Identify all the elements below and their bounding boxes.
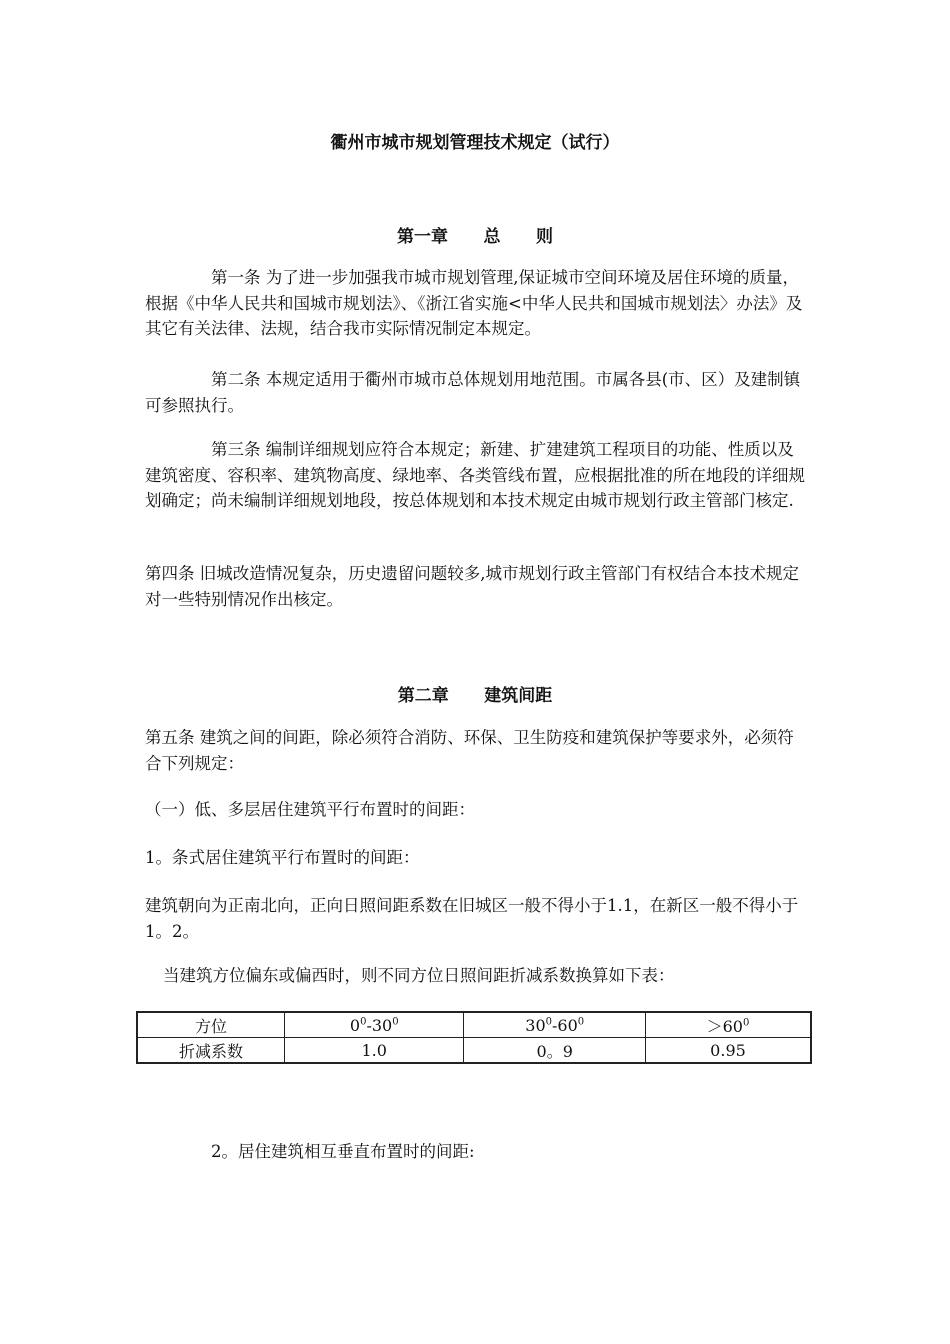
table-row [137, 1038, 811, 1064]
document-title: 衢州市城市规划管理技术规定（试行） [330, 133, 620, 153]
article-2: 第二条 本规定适用于衢州市城市总体规划用地范围。市属各县(市、区）及建制镇可参照执行。 [145, 370, 801, 415]
row-label-coefficient: 折减系数 [137, 1038, 284, 1064]
table-header-row [137, 1012, 811, 1038]
item-1-heading: 1。条式居住建筑平行布置时的间距： [145, 848, 420, 867]
section-1-heading: （一）低、多层居住建筑平行布置时的间距： [145, 800, 475, 819]
header-orientation: 方位 [137, 1012, 284, 1038]
header-range-30-60: $30^0-60^0$ [464, 1012, 646, 1038]
header-range-0-30: $0^0-30^0$ [284, 1012, 463, 1038]
table-cell: 0。9 [464, 1038, 646, 1064]
table-cell: 0.95 [645, 1038, 811, 1064]
item-2-heading: 2。居住建筑相互垂直布置时的间距: [211, 1142, 475, 1161]
reduction-coefficient-table [136, 1011, 812, 1064]
header-range-over-60: $>60^0$ [645, 1012, 811, 1038]
chapter-1-heading: 第一章 总 则 [396, 227, 554, 247]
article-5: 第五条 建筑之间的间距，除必须符合消防、环保、卫生防疫和建筑保护等要求外，必须符合下列规定： [145, 728, 794, 773]
chapter-2-heading: 第二章 建筑间距 [397, 686, 553, 706]
table-intro: 当建筑方位偏东或偏西时，则不同方位日照间距折减系数换算如下表： [163, 966, 675, 985]
item-1-text: 建筑朝向为正南北向，正向日照间距系数在旧城区一般不得小于1.1，在新区一般不得小于1。2。 [145, 896, 799, 941]
table-cell: 1.0 [284, 1038, 463, 1064]
article-1: 第一条 为了进一步加强我市城市规划管理,保证城市空间环境及居住环境的质量，根据《中华人民共和国城市规划法》、《浙江省实施<中华人民共和国城市规划法〉办法》及其它有关法律、法规，结合我市实际情况制定本规定。 [145, 268, 803, 338]
article-3: 第三条 编制详细规划应符合本规定；新建、扩建建筑工程项目的功能、性质以及建筑密度、容积率、建筑物高度、绿地率、各类管线布置，应根据批准的所在地段的详细规划确定；尚未编制详细规划地段，按总体规划和本技术规定由城市规划行政主管部门核定. [145, 440, 805, 510]
article-4: 第四条 旧城改造情况复杂，历史遗留问题较多,城市规划行政主管部门有权结合本技术规定对一些特别情况作出核定。 [145, 564, 799, 609]
